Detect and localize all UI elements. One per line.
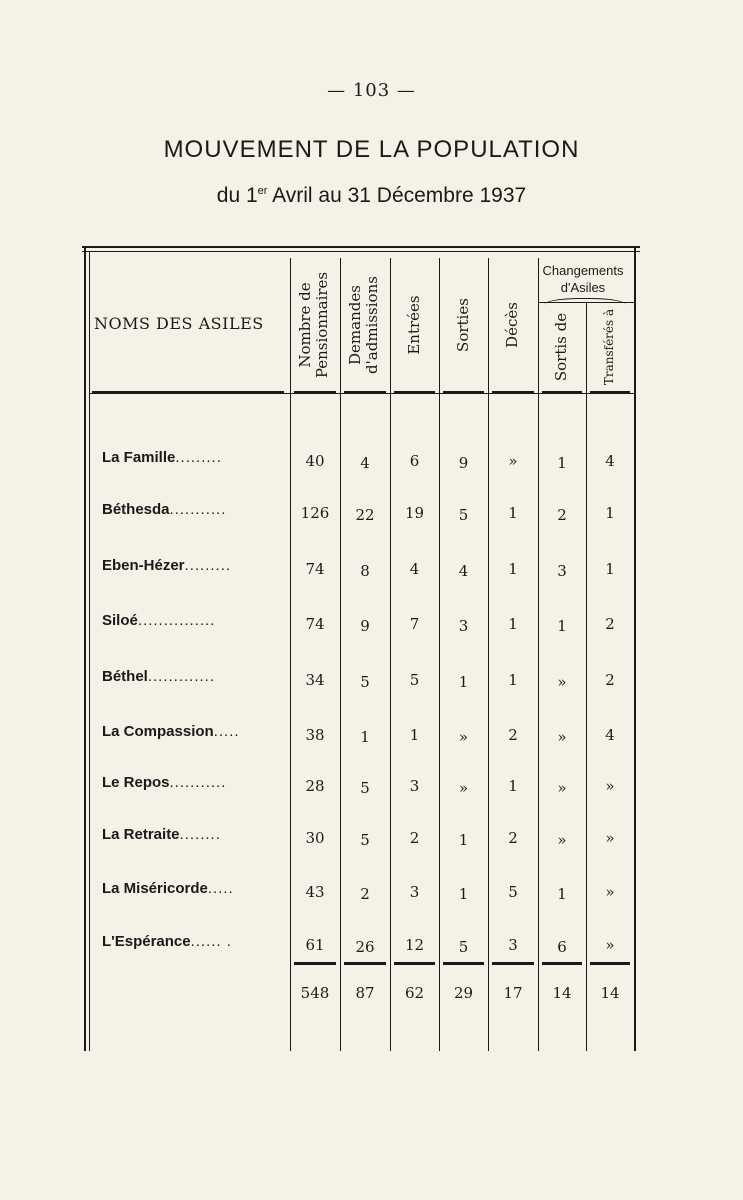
table-cell: 126 — [300, 504, 330, 522]
leader-dots: ........... — [169, 501, 227, 518]
table-cell: 5 — [508, 883, 518, 901]
table-cell: 22 — [355, 506, 375, 524]
table-cell: 1 — [458, 673, 469, 691]
column-separator — [290, 258, 291, 1051]
table-cell: » — [557, 831, 567, 849]
header-underline — [344, 391, 386, 394]
leader-dots: ........... — [169, 774, 227, 791]
total-rule — [294, 962, 336, 965]
table-left-border — [84, 246, 86, 1051]
table-cell: 61 — [305, 936, 325, 954]
column-header-line1: Décès — [503, 302, 521, 348]
table-cell: » — [458, 779, 469, 797]
total-cell: 14 — [552, 984, 572, 1002]
table-cell: 2 — [508, 829, 518, 847]
column-header-line1: Entrées — [404, 295, 423, 355]
asylum-name — [102, 933, 232, 950]
column-header-line1: Nombre de — [296, 282, 314, 368]
names-header-underline — [92, 391, 284, 393]
page-title: MOUVEMENT DE LA POPULATION — [163, 136, 580, 163]
table-cell: 1 — [508, 504, 518, 522]
asylum-name-text: Béthesda — [102, 501, 170, 518]
column-header-1 — [297, 262, 333, 388]
table-cell: 3 — [409, 883, 420, 901]
table-cell: 74 — [305, 615, 325, 633]
changes-header-line1: Changements — [542, 263, 624, 278]
table-cell: 30 — [305, 829, 325, 847]
total-rule — [344, 962, 386, 965]
table-cell: » — [557, 673, 567, 691]
header-underline — [590, 391, 630, 394]
asylum-name — [102, 880, 234, 897]
column-header-3 — [406, 262, 424, 388]
table-top-rule — [82, 246, 640, 248]
asylum-name — [102, 826, 221, 843]
header-underline — [492, 391, 534, 394]
header-underline — [443, 391, 484, 394]
column-header-7 — [601, 306, 619, 388]
total-rule — [590, 962, 630, 965]
asylum-name-text: Eben-Hézer — [102, 557, 185, 574]
column-header-line2: d'admissions — [363, 276, 381, 374]
leader-dots: ......... — [184, 557, 232, 574]
table-cell: 43 — [305, 883, 325, 901]
page-number: — 103 — — [327, 80, 416, 101]
table-right-border — [634, 246, 636, 1051]
table-cell: 5 — [360, 779, 370, 797]
table-cell: 1 — [557, 885, 567, 903]
column-separator — [390, 258, 391, 1051]
asylum-name-text: La Retraite — [102, 826, 180, 843]
total-cell: 14 — [600, 984, 620, 1002]
total-cell: 62 — [404, 984, 425, 1002]
table-cell: 5 — [360, 673, 370, 691]
subtitle-before: du 1 — [216, 184, 258, 207]
leader-dots: ........ — [179, 826, 221, 843]
table-cell: » — [557, 779, 567, 797]
header-underline — [394, 391, 435, 394]
changes-header — [538, 262, 628, 296]
asylum-name — [102, 449, 222, 466]
table-left-border-inner — [89, 252, 90, 1051]
column-separator — [340, 258, 341, 1051]
column-separator — [439, 258, 440, 1051]
table-cell: 12 — [404, 936, 425, 954]
column-header-5 — [504, 262, 522, 388]
table-cell: » — [458, 728, 469, 746]
column-separator — [538, 258, 539, 1051]
table-cell: 1 — [508, 560, 518, 578]
total-cell: 17 — [503, 984, 523, 1002]
column-header-line1: Sorties — [453, 298, 472, 352]
table-cell: » — [605, 936, 615, 954]
changes-header-line2: d'Asiles — [560, 280, 606, 295]
table-cell: 2 — [409, 829, 420, 847]
total-rule — [542, 962, 582, 965]
header-underline — [542, 391, 582, 394]
leader-dots: ..... — [207, 880, 234, 897]
table-cell: » — [508, 452, 518, 470]
subtitle-sup: er — [257, 185, 268, 197]
table-cell: 38 — [305, 726, 325, 744]
table-cell: 4 — [360, 454, 370, 472]
column-header-line1: Sortis de — [552, 312, 570, 382]
asylum-name — [102, 612, 215, 629]
column-header-line1: Demandes — [346, 285, 364, 365]
table-cell: 6 — [557, 938, 567, 956]
subtitle-after: Avril au 31 Décembre 1937 — [267, 184, 527, 207]
table-cell: 1 — [458, 831, 469, 849]
table-cell: 1 — [605, 560, 615, 578]
asylum-name — [102, 501, 226, 518]
table-cell: 3 — [409, 777, 420, 795]
leader-dots: ............... — [137, 612, 216, 629]
asylum-name — [102, 723, 240, 740]
table-cell: 1 — [508, 615, 518, 633]
table-cell: 9 — [360, 617, 370, 635]
column-header-2 — [347, 262, 383, 388]
table-cell: 28 — [305, 777, 325, 795]
table-cell: 4 — [605, 452, 615, 470]
table-cell: 2 — [360, 885, 370, 903]
table-cell: 74 — [305, 560, 325, 578]
asylum-name-text: Siloé — [102, 612, 138, 629]
table-cell: 1 — [458, 885, 469, 903]
asylum-name-text: L'Espérance — [102, 933, 191, 950]
table-cell: 5 — [360, 831, 370, 849]
table-cell: 1 — [557, 454, 567, 472]
column-header-6 — [553, 306, 571, 388]
table-cell: » — [605, 777, 615, 795]
header-underline — [294, 391, 336, 394]
table-cell: 5 — [458, 506, 469, 524]
column-header-line2: Pensionnaires — [313, 271, 331, 379]
leader-dots: ..... — [213, 723, 240, 740]
leader-dots: ............. — [147, 668, 216, 685]
table-cell: 3 — [557, 562, 567, 580]
table-cell: 40 — [305, 452, 325, 470]
table-cell: 4 — [605, 726, 615, 744]
column-header-4 — [455, 262, 473, 388]
table-cell: 34 — [305, 671, 325, 689]
table-cell: » — [605, 883, 615, 901]
table-cell: 1 — [360, 728, 370, 746]
asylum-name-text: La Compassion — [102, 723, 214, 740]
asylum-name — [102, 774, 226, 791]
table-top-rule-inner — [82, 251, 640, 252]
table-cell: 1 — [409, 726, 420, 744]
table-cell: 1 — [508, 671, 518, 689]
total-rule — [443, 962, 484, 965]
table-cell: 4 — [458, 562, 469, 580]
table-cell: 3 — [458, 617, 469, 635]
asylum-name — [102, 557, 231, 574]
table-cell: 6 — [409, 452, 420, 470]
table-cell: 7 — [409, 615, 420, 633]
table-cell: 1 — [605, 504, 615, 522]
table-cell: 26 — [355, 938, 375, 956]
table-cell: 19 — [404, 504, 425, 522]
total-rule — [492, 962, 534, 965]
names-column-header: NOMS DES ASILES — [94, 314, 264, 333]
page-subtitle — [0, 184, 743, 208]
total-cell: 29 — [453, 984, 474, 1002]
leader-dots: ...... . — [190, 933, 232, 950]
total-cell: 87 — [355, 984, 375, 1002]
table-cell: 2 — [605, 615, 615, 633]
asylum-name-text: La Miséricorde — [102, 880, 208, 897]
table-cell: 3 — [508, 936, 518, 954]
table-cell: 2 — [508, 726, 518, 744]
leader-dots: ......... — [175, 449, 222, 466]
table-cell: 2 — [605, 671, 615, 689]
table-cell: 8 — [360, 562, 370, 580]
total-cell: 548 — [300, 984, 330, 1002]
asylum-name-text: Béthel — [102, 668, 148, 685]
table-cell: 2 — [557, 506, 567, 524]
table-cell: 1 — [557, 617, 567, 635]
asylum-name-text: Le Repos — [102, 774, 170, 791]
total-rule — [394, 962, 435, 965]
asylum-name-text: La Famille — [102, 449, 176, 466]
column-header-line1: Transférés à — [602, 308, 616, 386]
table-cell: 1 — [508, 777, 518, 795]
table-cell: » — [605, 829, 615, 847]
table-cell: 4 — [409, 560, 420, 578]
table-cell: 5 — [458, 938, 469, 956]
table-cell: » — [557, 728, 567, 746]
column-separator — [488, 258, 489, 1051]
asylum-name — [102, 668, 215, 685]
table-cell: 5 — [409, 671, 420, 689]
table-cell: 9 — [458, 454, 469, 472]
